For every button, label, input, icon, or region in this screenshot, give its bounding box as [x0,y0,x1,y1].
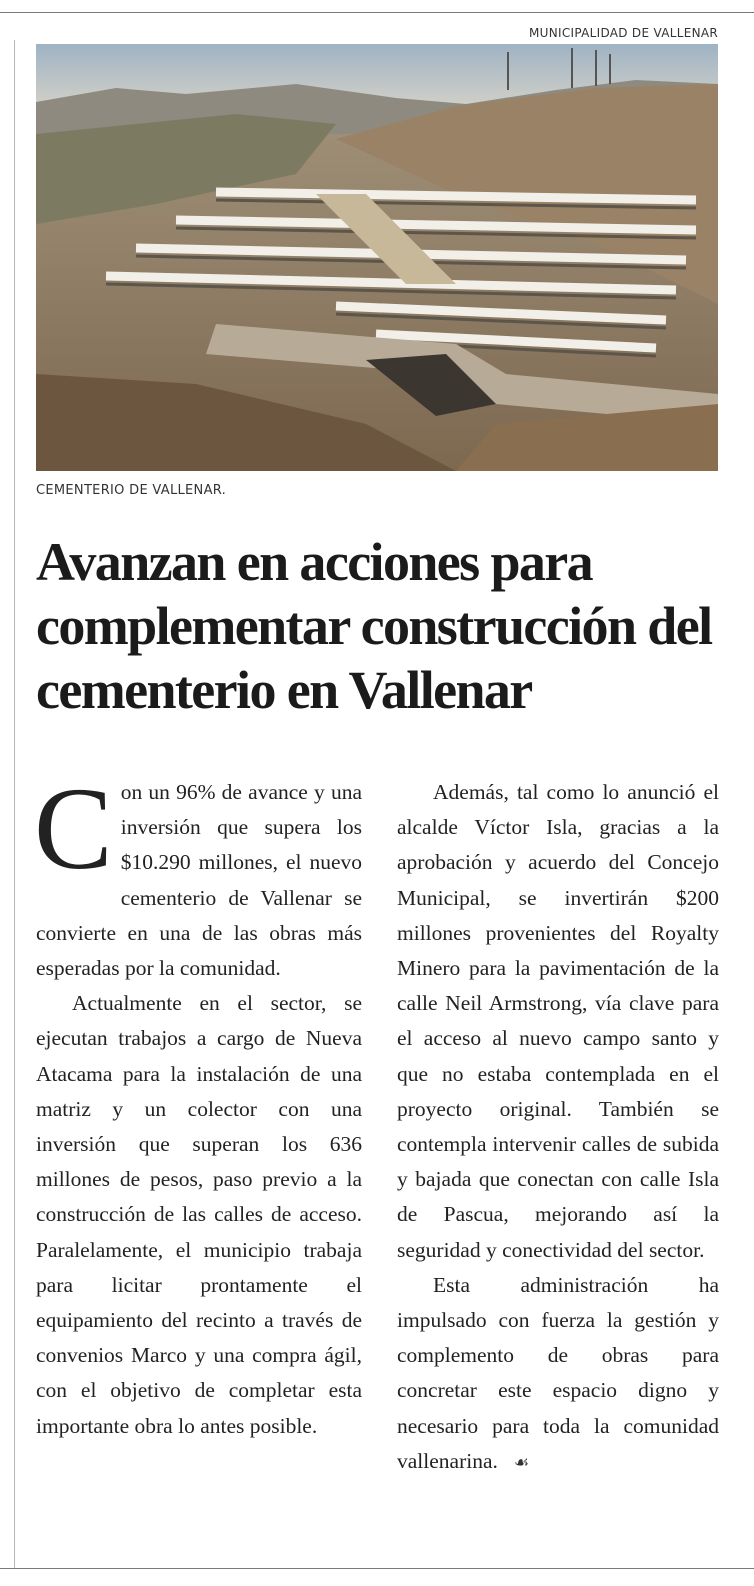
headline: Avanzan en acciones para complementar construcción del cementerio en Vallenar [36,532,712,720]
article-column-right [397,775,719,1481]
paragraph-1 [34,763,362,986]
article-column-left [34,763,362,1444]
top-rule [0,12,754,13]
cemetery-photo [36,44,718,471]
paragraph-4 [397,1268,719,1481]
bottom-rule [0,1568,754,1569]
drop-cap: C [34,763,113,894]
end-of-article-icon: ☙ [513,1452,530,1473]
photo-caption: CEMENTERIO DE VALLENAR. [36,483,227,498]
paragraph-4-text: Esta administración ha impulsado con fuerza la gestión y complemento de obras para concretar este espacio digno y necesario para toda la comunidad vallenarina. [397,1272,719,1473]
paragraph-2: Actualmente en el sector, se ejecutan trabajos a cargo de Nueva Atacama para la instalación de una matriz y un colector con una inversión que superan los 636 millones de pesos, paso previo a la construcción de las calles de acceso. Paralelamente, el municipio trabaja para licitar prontamente el equipamiento del recinto a través de convenios Marco y una compra ágil, con el objetivo de completar esta importante obra lo antes posible. [36,991,362,1438]
photo-credit: MUNICIPALIDAD DE VALLENAR [528,26,718,40]
paragraph-1-text: on un 96% de avance y una inversión que supera los $10.290 millones, el nuevo cementerio de Vallenar se convierte en una de las obras más esperadas por la comunidad. [36,780,362,981]
column-divider [14,40,15,1568]
paragraph-3: Además, tal como lo anunció el alcalde Víctor Isla, gracias a la aprobación y acuerdo del Concejo Municipal, se invertirán $200 millones provenientes del Royalty Minero para la pavimentación de la calle Neil Armstrong, vía clave para el acceso al nuevo campo santo y que no estaba contemplada en el proyecto original. También se contempla intervenir calles de subida y bajada que conectan con calle Isla de Pascua, mejorando así la seguridad y conectividad del sector. [397,780,719,1262]
